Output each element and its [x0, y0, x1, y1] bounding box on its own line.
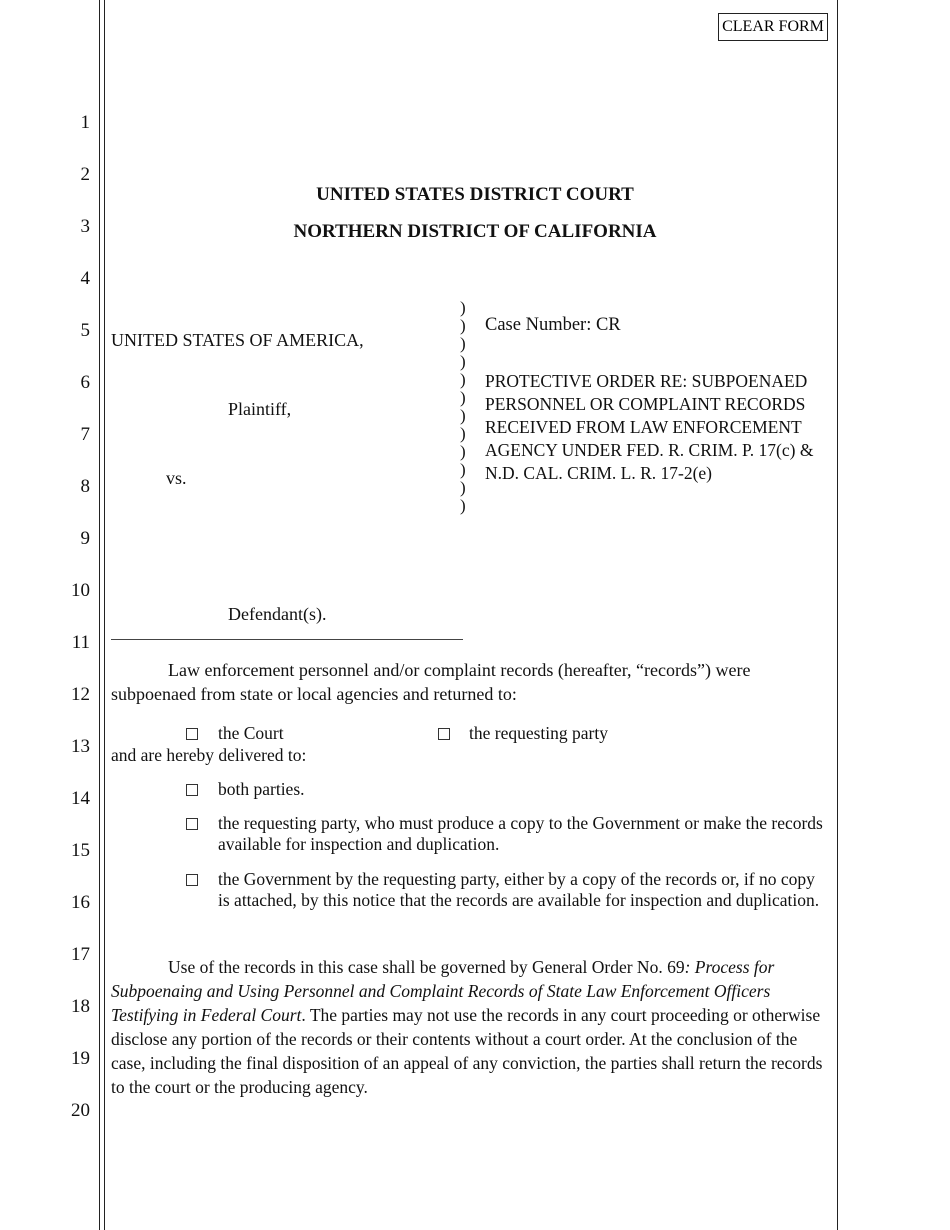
- paren: ): [460, 316, 466, 335]
- paren: ): [460, 442, 466, 461]
- line-number: 4: [80, 268, 90, 289]
- left-margin-rule-inner: [104, 0, 105, 1230]
- paren: ): [460, 370, 466, 389]
- checkbox-requesting-party[interactable]: [438, 728, 450, 740]
- defendant-label: Defendant(s).: [228, 604, 327, 624]
- paren: ): [460, 334, 466, 353]
- line-number: 14: [71, 788, 90, 809]
- closing-text-start: Use of the records in this case shall be governed by General Order No. 69: [168, 957, 685, 977]
- line-number: 10: [71, 580, 90, 601]
- paren: ): [460, 460, 466, 479]
- line-number: 13: [71, 736, 90, 757]
- checkbox-deliver-requesting-party[interactable]: [186, 818, 198, 830]
- line-number: 5: [80, 320, 90, 341]
- checkbox-government[interactable]: [186, 874, 198, 886]
- court-name: UNITED STATES DISTRICT COURT: [316, 184, 634, 205]
- order-title: PROTECTIVE ORDER RE: SUBPOENAED PERSONNEL OR COMPLAINT RECORDS RECEIVED FROM LAW ENFORCEMENT AGENCY UNDER FED. R. CRIM. P. 17(c) & N.D. CAL. CRIM. L. R. 17-2(e): [485, 371, 814, 483]
- paren: ): [460, 388, 466, 407]
- line-number: 18: [71, 996, 90, 1017]
- paren: ): [460, 298, 466, 317]
- line-number: 11: [71, 632, 90, 653]
- line-number: 17: [71, 944, 90, 965]
- delivered-intro: and are hereby delivered to:: [111, 745, 307, 765]
- line-number: 9: [80, 528, 90, 549]
- closing-paragraph: [111, 955, 833, 1099]
- option-government-label: the Government by the requesting party, either by a copy of the records or, if no copy is attached, by this notice that the records are available for inspection and duplication.: [218, 869, 820, 910]
- line-number: 7: [80, 424, 90, 445]
- paren: ): [460, 406, 466, 425]
- versus-label: vs.: [166, 468, 187, 488]
- line-number: 15: [71, 840, 90, 861]
- paren: ): [460, 496, 466, 515]
- line-number: 16: [71, 892, 90, 913]
- paren: ): [460, 424, 466, 443]
- line-number: 8: [80, 476, 90, 497]
- closing-text-rest: . The parties may not use the records in any court proceeding or otherwise disclose any portion of the records or their contents without a court order. At the conclusion of the case, including the final disposition of an appeal of any conviction, the parties shall return the records to the court or the producing agency.: [111, 1005, 823, 1097]
- left-margin-rule-outer: [99, 0, 100, 1230]
- option-court-label: the Court: [218, 723, 284, 743]
- option-deliver-requesting-party-label: the requesting party, who must produce a copy to the Government or make the records available for inspection and duplication.: [218, 813, 823, 854]
- intro-paragraph: Law enforcement personnel and/or complaint records (hereafter, “records”) were subpoenaed from state or local agencies and returned to:: [111, 660, 751, 704]
- clear-form-button[interactable]: CLEAR FORM: [718, 13, 828, 41]
- line-number: 12: [71, 684, 90, 705]
- checkbox-court[interactable]: [186, 728, 198, 740]
- line-number: 1: [80, 112, 90, 133]
- option-both-parties-label: both parties.: [218, 779, 305, 799]
- plaintiff-label: Plaintiff,: [228, 399, 292, 419]
- line-number: 20: [71, 1100, 90, 1121]
- line-number: 19: [71, 1048, 90, 1069]
- option-requesting-party-label: the requesting party: [469, 723, 608, 743]
- caption-underline: [111, 639, 463, 640]
- checkbox-both-parties[interactable]: [186, 784, 198, 796]
- line-number: 6: [80, 372, 90, 393]
- court-district: NORTHERN DISTRICT OF CALIFORNIA: [293, 221, 657, 242]
- paren: ): [460, 352, 466, 371]
- line-number: 2: [80, 164, 90, 185]
- case-number: Case Number: CR: [485, 315, 621, 335]
- line-number: 3: [80, 216, 90, 237]
- paren: ): [460, 478, 466, 497]
- plaintiff-name: UNITED STATES OF AMERICA,: [111, 330, 364, 350]
- general-order-title: : Process for Subpoenaing and Using Personnel and Complaint Records of State Law Enforcement Officers Testifying in Federal Court: [111, 957, 775, 1025]
